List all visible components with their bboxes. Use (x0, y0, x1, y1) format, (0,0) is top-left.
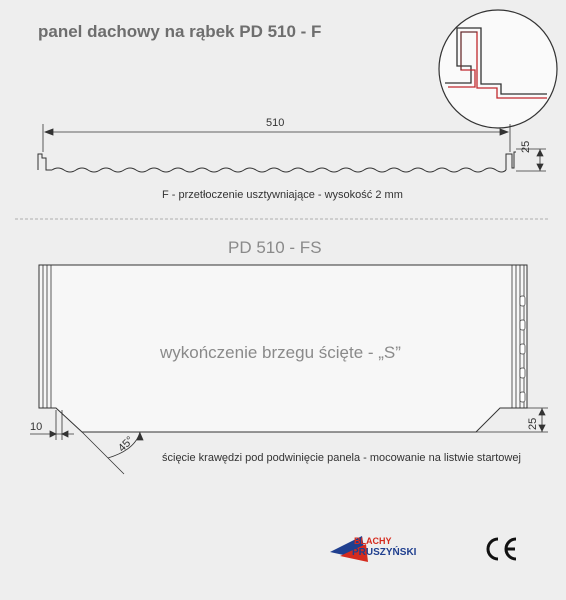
variant-title: PD 510 - FS (228, 238, 322, 257)
height-label-bottom: 25 (527, 417, 539, 430)
page-title: panel dachowy na rąbek PD 510 - F (38, 22, 322, 41)
ce-mark-icon (482, 536, 520, 562)
logo-line2: PRUSZYŃSKI (352, 547, 417, 558)
width-label: 510 (266, 117, 285, 129)
edge-finish-note: wykończenie brzegu ścięte - „S” (160, 343, 401, 362)
bottom-caption: ścięcie krawędzi pod podwinięcie panela - mocowanie na listwie startowej (162, 452, 521, 464)
company-logo (328, 530, 458, 570)
ce-mark (482, 536, 520, 562)
angle-label: 45° (116, 434, 137, 455)
offset-label: 10 (30, 421, 43, 433)
angle-dimension (82, 432, 143, 474)
logo-line1: BLACHY (354, 536, 392, 546)
profile-caption: F - przetłoczenie usztywniające - wysokość 2 mm (162, 189, 403, 201)
height-label-top: 25 (520, 140, 532, 153)
panel-profile (38, 152, 516, 172)
